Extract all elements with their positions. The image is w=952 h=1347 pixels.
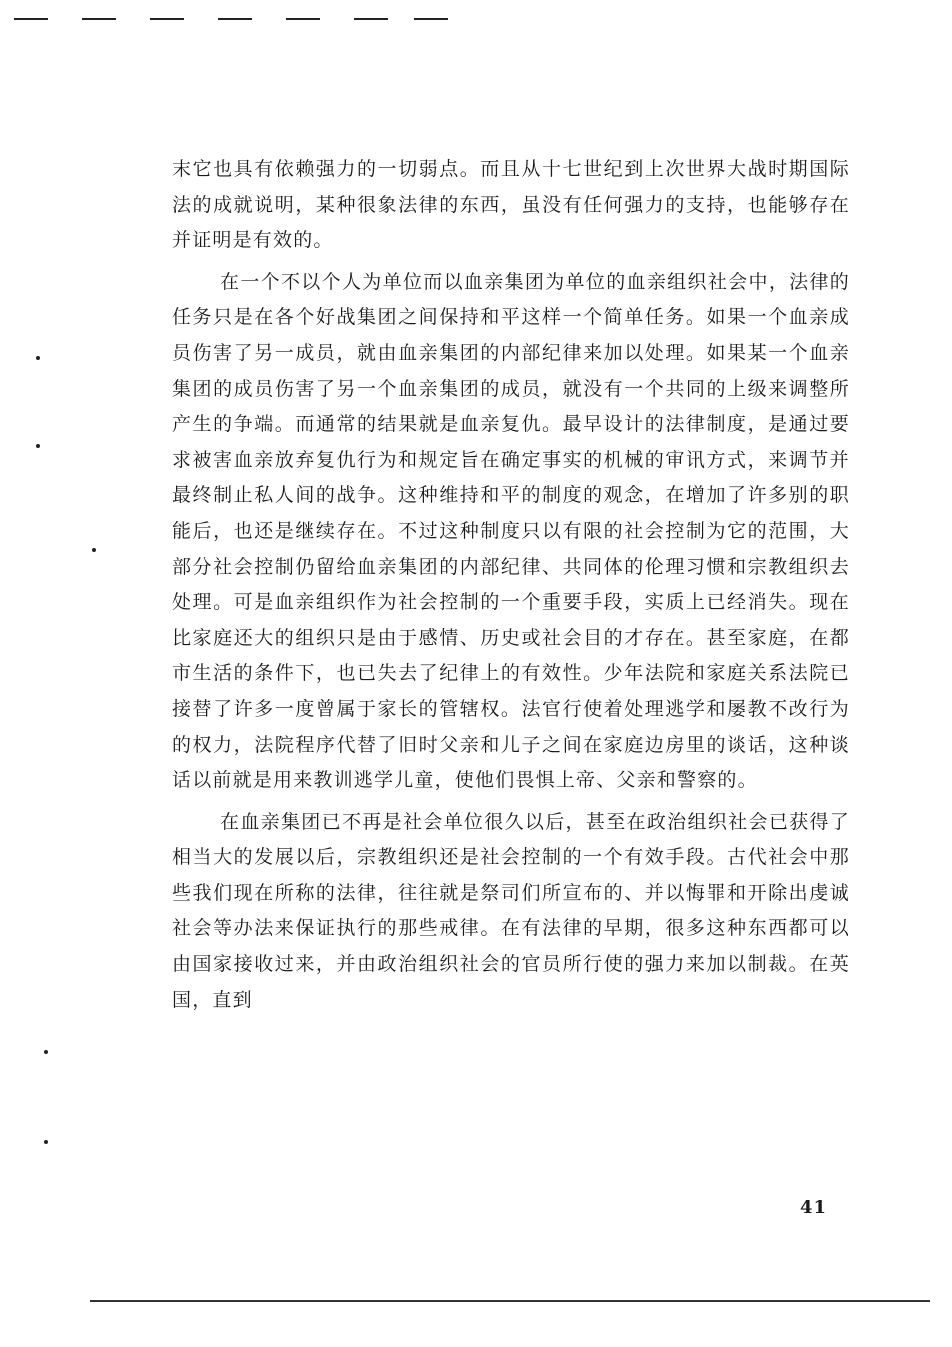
page-number: 41 (800, 1197, 828, 1218)
paragraph-2: 在一个不以个人为单位而以血亲集团为单位的血亲组织社会中，法律的任务只是在各个好战集团之间保持和平这样一个简单任务。如果一个血亲成员伤害了另一成员，就由血亲集团的内部纪律来加以处理。如果某一个血亲集团的成员伤害了另一个血亲集团的成员，就没有一个共同的上级来调整所产生的争端。而通常的结果就是血亲复仇。最早设计的法律制度，是通过要求被害血亲放弃复仇行为和规定旨在确定事实的机械的审讯方式，来调节并最终制止私人间的战争。这种维持和平的制度的观念，在增加了许多别的职能后，也还是继续存在。不过这种制度只以有限的社会控制为它的范围，大部分社会控制仍留给血亲集团的内部纪律、共同体的伦理习惯和宗教组织去处理。可是血亲组织作为社会控制的一个重要手段，实质上已经消失。现在比家庭还大的组织只是由于感情、历史或社会目的才存在。甚至家庭，在都市生活的条件下，也已失去了纪律上的有效性。少年法院和家庭关系法院已接替了许多一度曾属于家长的管辖权。法官行使着处理逃学和屡教不改行为的权力，法院程序代替了旧时父亲和儿子之间在家庭边房里的谈话，这种谈话以前就是用来教训逃学儿童，使他们畏惧上帝、父亲和警察的。 (172, 270, 850, 792)
margin-speck (44, 1050, 48, 1054)
margin-speck (44, 1140, 48, 1144)
body-text (172, 152, 850, 1018)
header-dash-rule (14, 18, 454, 22)
paragraph-3: 在血亲集团已不再是社会单位很久以后，甚至在政治组织社会已获得了相当大的发展以后，宗教组织还是社会控制的一个有效手段。古代社会中那些我们现在所称的法律，往往就是祭司们所宣布的、并以悔罪和开除出虔诚社会等办法来保证执行的那些戒律。在有法律的早期，很多这种东西都可以由国家接收过来，并由政治组织社会的官员所行使的强力来加以制裁。在英国，直到 (172, 810, 850, 1011)
margin-speck (36, 356, 40, 360)
bottom-rule (90, 1300, 930, 1302)
margin-speck (36, 444, 40, 448)
margin-speck (92, 548, 96, 552)
paragraph-1: 末它也具有依赖强力的一切弱点。而且从十七世纪到上次世界大战时期国际法的成就说明，某种很象法律的东西，虽没有任何强力的支持，也能够存在并证明是有效的。 (172, 158, 850, 252)
